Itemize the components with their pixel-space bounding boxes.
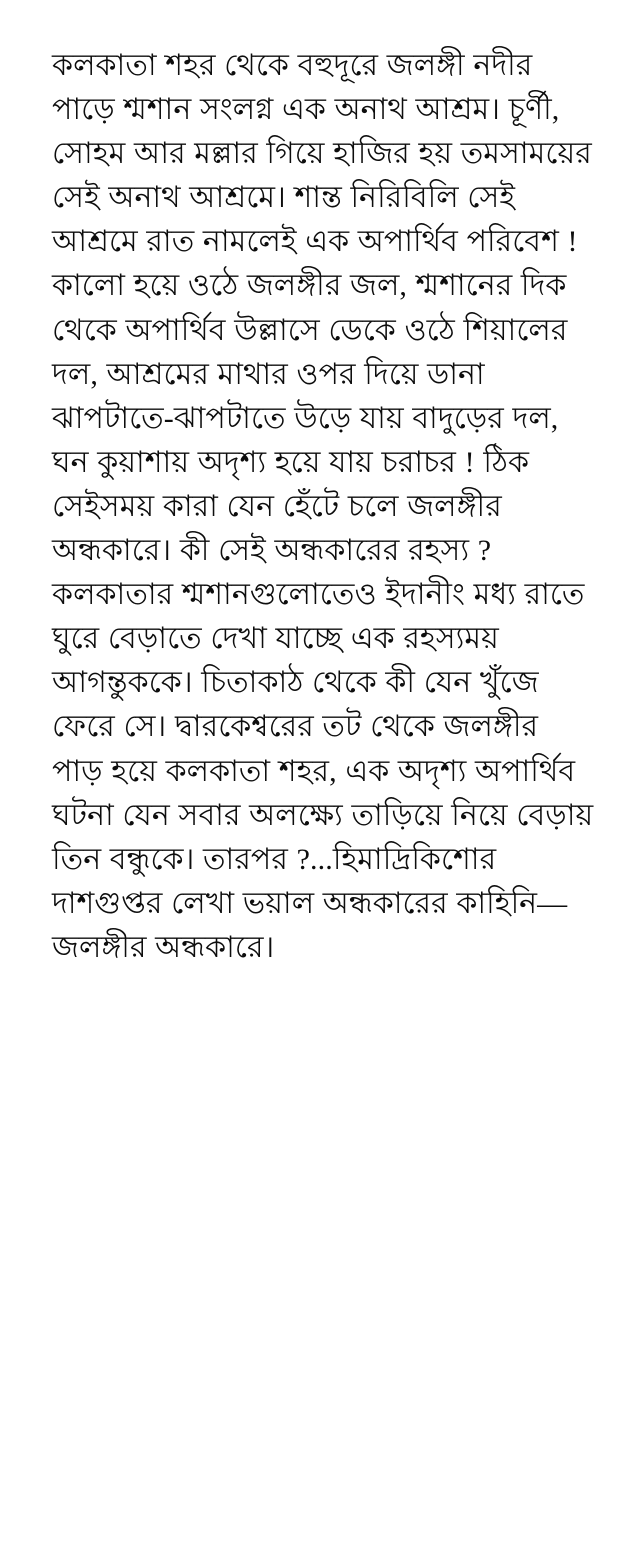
book-blurb [52, 44, 597, 970]
blurb-paragraph-2: কলকাতার শ্মশানগুলোতেও ইদানীং মধ্য রাতে ঘুরে বেড়াতে দেখা যাচ্ছে এক রহস্যময় আগন্তুককে। চিতাকাঠ থেকে কী যেন খুঁজে ফেরে সে। দ্বারকেশ্বরের তট থেকে জলঙ্গীর পাড় হয়ে কলকাতা শহর, এক অদৃশ্য অপার্থিব ঘটনা যেন সবার অলক্ষ্যে তাড়িয়ে নিয়ে বেড়ায় তিন বন্ধুকে। তারপর ?...হিমাদ্রিকিশোর দাশগুপ্তর লেখা ভয়াল অন্ধকারের কাহিনি—জলঙ্গীর অন্ধকারে। [52, 578, 594, 964]
blurb-paragraph-1: কলকাতা শহর থেকে বহুদূরে জলঙ্গী নদীর পাড়ে শ্মশান সংলগ্ন এক অনাথ আশ্রম। চূর্ণী, সোহম আর মল্লার গিয়ে হাজির হয় তমসাময়ের সেই অনাথ আশ্রমে। শান্ত নিরিবিলি সেই আশ্রমে রাত নামলেই এক অপার্থিব পরিবেশ ! কালো হয়ে ওঠে জলঙ্গীর জল, শ্মশানের দিক থেকে অপার্থিব উল্লাসে ডেকে ওঠে শিয়ালের দল, আশ্রমের মাথার ওপর দিয়ে ডানা ঝাপটাতে-ঝাপটাতে উড়ে যায় বাদুড়ের দল, ঘন কুয়াশায় অদৃশ্য হয়ে যায় চরাচর ! ঠিক সেইসময় কারা যেন হেঁটে চলে জলঙ্গীর অন্ধকারে। কী সেই অন্ধকারের রহস্য ? [52, 49, 592, 568]
